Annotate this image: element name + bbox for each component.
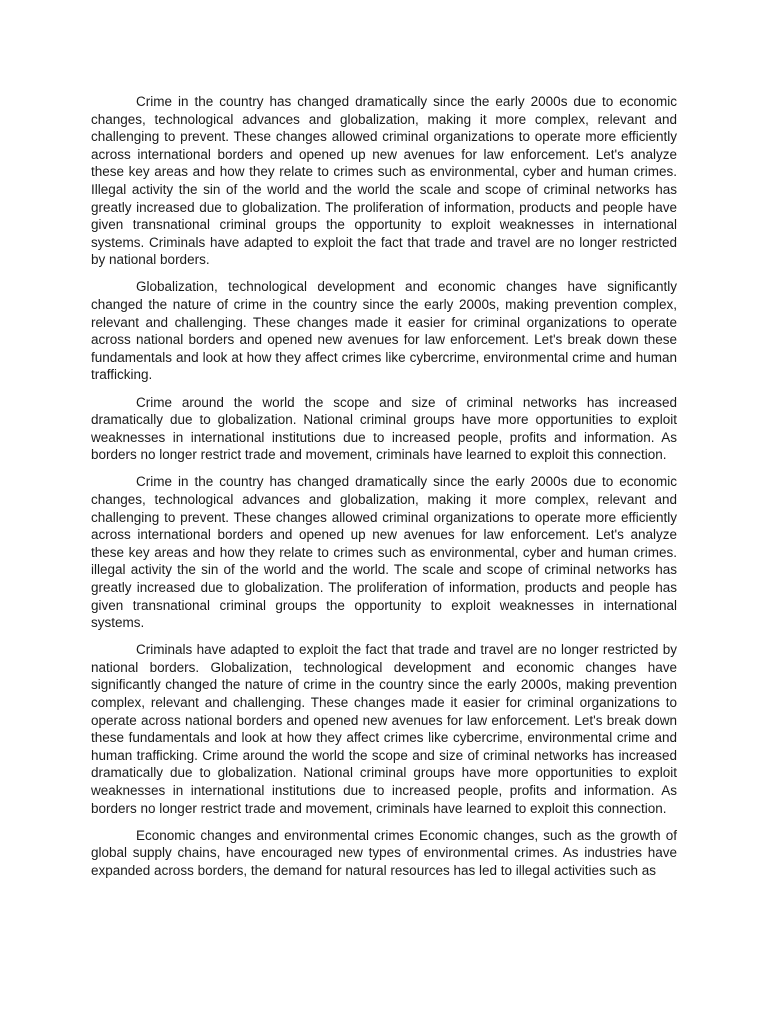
paragraph-1: Crime in the country has changed dramatically since the early 2000s due to economic changes, technological advances and globalization, making it more complex, relevant and challenging to prevent. These changes allowed criminal organizations to operate more efficiently across international borders and opened up new avenues for law enforcement. Let's analyze these key areas and how they relate to crimes such as environmental, cyber and human crimes. Illegal activity the sin of the world and the world the scale and scope of criminal networks has greatly increased due to globalization. The proliferation of information, products and people have given transnational criminal groups the opportunity to exploit weaknesses in international systems. Criminals have adapted to exploit the fact that trade and travel are no longer restricted by national borders. — [91, 94, 677, 268]
paragraph-4: Crime in the country has changed dramatically since the early 2000s due to economic changes, technological advances and globalization, making it more complex, relevant and challenging to prevent. These changes allowed criminal organizations to operate more efficiently across international borders and opened up new avenues for law enforcement. Let's analyze these key areas and how they relate to crimes such as environmental, cyber and human crimes. illegal activity the sin of the world and the world. The scale and scope of criminal networks has greatly increased due to globalization. The proliferation of information, products and people has given transnational criminal groups the opportunity to exploit weaknesses in international systems. — [91, 474, 677, 631]
document-page — [91, 93, 677, 889]
paragraph-2: Globalization, technological development and economic changes have significantly changed the nature of crime in the country since the early 2000s, making prevention complex, relevant and challenging. These changes made it easier for criminal organizations to operate across national borders and opened new avenues for law enforcement. Let's break down these fundamentals and look at how they affect crimes like cybercrime, environmental crime and human trafficking. — [91, 279, 677, 383]
paragraph-3: Crime around the world the scope and size of criminal networks has increased dramatically due to globalization. National criminal groups have more opportunities to exploit weaknesses in international institutions due to increased people, profits and information. As borders no longer restrict trade and movement, criminals have learned to exploit this connection. — [91, 394, 677, 463]
paragraph-5: Criminals have adapted to exploit the fact that trade and travel are no longer restricted by national borders. Globalization, technological development and economic changes have significantly changed the nature of crime in the country since the early 2000s, making prevention complex, relevant and challenging. These changes made it easier for criminal organizations to operate across national borders and opened new avenues for law enforcement. Let's break down these fundamentals and look at how they affect crimes like cybercrime, environmental crime and human trafficking. Crime around the world the scope and size of criminal networks has increased dramatically due to globalization. National criminal groups have more opportunities to exploit weaknesses in international institutions due to increased people, profits and information. As borders no longer restrict trade and movement, criminals have learned to exploit this connection. — [91, 642, 677, 816]
paragraph-6: Economic changes and environmental crimes Economic changes, such as the growth of global supply chains, have encouraged new types of environmental crimes. As industries have expanded across borders, the demand for natural resources has led to illegal activities such as — [91, 827, 677, 878]
